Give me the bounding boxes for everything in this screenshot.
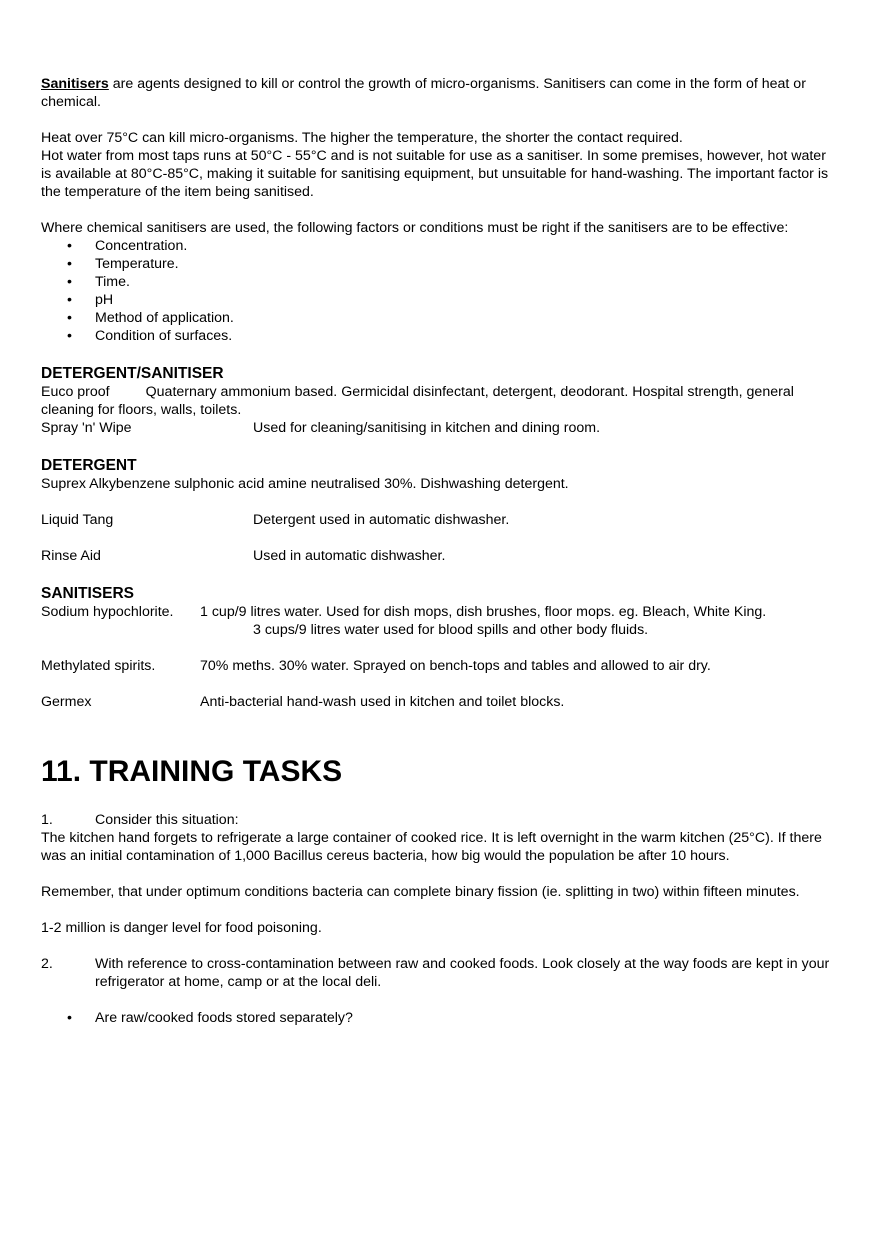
chemical-factors-list [41, 237, 836, 345]
list-item: • pH [41, 291, 836, 309]
task-2-list [41, 1009, 836, 1027]
danger-text: 1-2 million is danger level for food poisoning. [41, 920, 322, 936]
methylated-spirits-entry: Methylated spirits. 70% meths. 30% water. Sprayed on bench-tops and tables and allowed to air dry. [41, 658, 711, 674]
task-1-text: The kitchen hand forgets to refrigerate a large container of cooked rice. It is left overnight in the warm kitchen (25°C). If there was an initial contamination of 1,000 Bacillus cereus bacteria, how big would the population be after 10 hours. [41, 830, 822, 864]
heat-line-2: Hot water from most taps runs at 50°C - 55°C and is not suitable for use as a sanitiser. In some premises, however, hot water is available at 80°C-85°C, making it suitable for sanitising equipment, but unsuitable for hand-washing. The important factor is the temperature of the item being sanitised. [41, 148, 829, 200]
sanitisers-term: Sanitisers [41, 76, 109, 92]
list-item: • Method of application. [41, 309, 836, 327]
list-item: • Temperature. [41, 255, 836, 273]
suprex-entry: Suprex Alkybenzene sulphonic acid amine neutralised 30%. Dishwashing detergent. [41, 476, 569, 492]
training-tasks-heading: 11. TRAINING TASKS [41, 755, 343, 788]
heat-line-1: Heat over 75°C can kill micro-organisms. The higher the temperature, the shorter the contact required. [41, 130, 683, 146]
remember-text: Remember, that under optimum conditions bacteria can complete binary fission (ie. splitting in two) within fifteen minutes. [41, 884, 800, 900]
germex-entry: Germex Anti-bacterial hand-wash used in kitchen and toilet blocks. [41, 694, 565, 710]
document-page [41, 75, 836, 1027]
sodium-hypochlorite-entry: Sodium hypochlorite. 1 cup/9 litres water. Used for dish mops, dish brushes, floor mops. eg. Bleach, White King. [41, 604, 767, 620]
list-item: • Are raw/cooked foods stored separately? [41, 1009, 836, 1027]
task-1-title: 1. Consider this situation: [41, 812, 239, 828]
list-item: • Condition of surfaces. [41, 327, 836, 345]
sanitisers-heading: SANITISERS [41, 585, 135, 602]
list-item: • Concentration. [41, 237, 836, 255]
list-item: • Time. [41, 273, 836, 291]
spray-wipe-entry: Spray 'n' Wipe Used for cleaning/sanitising in kitchen and dining room. [41, 420, 601, 436]
liquid-tang-entry: Liquid Tang Detergent used in automatic dishwasher. [41, 512, 510, 528]
chemical-intro: Where chemical sanitisers are used, the following factors or conditions must be right if the sanitisers are to be effective: [41, 220, 789, 236]
sodium-hypochlorite-entry-2: 3 cups/9 litres water used for blood spills and other body fluids. [253, 622, 649, 638]
euco-proof-entry: Euco proof Quaternary ammonium based. Germicidal disinfectant, detergent, deodorant. Hospital strength, general cleaning for floors, walls, toilets. [41, 384, 794, 418]
sanitisers-intro: Sanitisers are agents designed to kill or control the growth of micro-organisms. Sanitisers can come in the form of heat or chemical. [41, 76, 806, 110]
detergent-sanitiser-heading: DETERGENT/SANITISER [41, 365, 224, 382]
detergent-heading: DETERGENT [41, 457, 137, 474]
rinse-aid-entry: Rinse Aid Used in automatic dishwasher. [41, 548, 446, 564]
task-2: 2. With reference to cross-contamination between raw and cooked foods. Look closely at the way foods are kept in your refrigerator at home, camp or at the local deli. [41, 956, 830, 990]
